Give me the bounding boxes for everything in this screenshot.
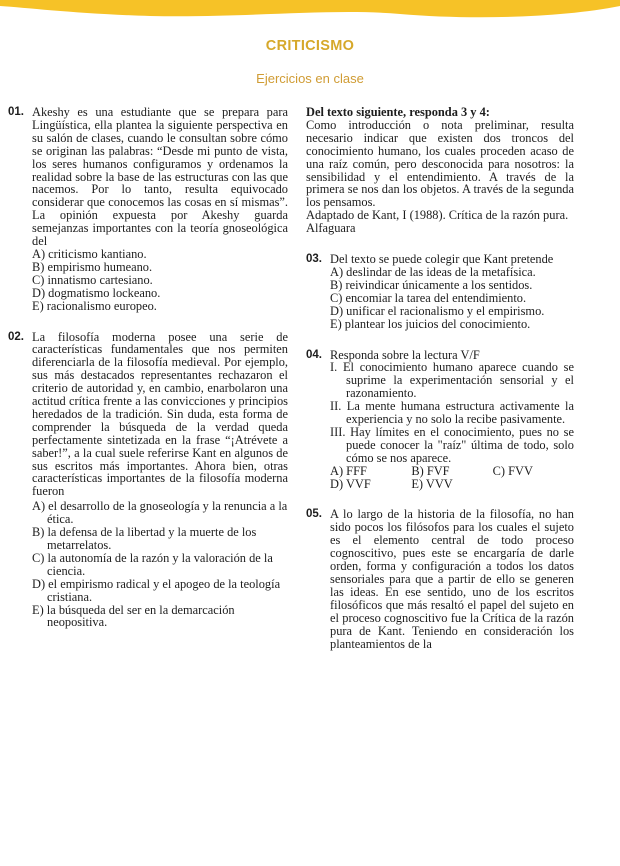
options-row-2 bbox=[330, 478, 574, 491]
question-number: 05. bbox=[306, 508, 322, 521]
option-d: D) unificar el racionalismo y el empirismo. bbox=[330, 303, 545, 318]
question-text: Akeshy es una estudiante que se prepara para Lingüística, ella plantea la siguiente perspectiva en su salón de clases, cuando le consultan sobre cómo se originan las palabras: “Desde mi punto de vista, los seres humanos configuramos y ordenamos la realidad sobre la base de las estructuras con las que nacemos. Por lo tanto, resulta equivocado considerar que conocemos las cosas en sí mismas”. La opinión expuesta por Akeshy guarda semejanzas importantes con la teoría gnoseológica del bbox=[32, 105, 288, 249]
reading-passage bbox=[306, 106, 574, 235]
left-column bbox=[8, 106, 288, 629]
option-c: C) innatismo cartesiano. bbox=[32, 272, 153, 287]
page-title: CRITICISMO bbox=[265, 38, 355, 54]
statement-3: III. Hay límites en el conocimiento, pues no se puede conocer la "raíz" última de todo, solo cómo se nos aparece. bbox=[330, 424, 574, 465]
passage-source: Adaptado de Kant, I (1988). Crítica de la razón pura. Alfaguara bbox=[306, 208, 569, 236]
passage-heading: Del texto siguiente, responda 3 y 4: bbox=[306, 105, 490, 119]
question-05 bbox=[306, 508, 574, 650]
options-row-1 bbox=[330, 465, 574, 478]
option-b: B) FVF bbox=[411, 463, 450, 478]
option-b: B) empirismo humeano. bbox=[32, 259, 153, 274]
option-a: A) deslindar de las ideas de la metafísica. bbox=[330, 264, 536, 279]
question-text: Responda sobre la lectura V/F bbox=[330, 347, 480, 362]
right-column bbox=[306, 106, 574, 650]
question-number: 03. bbox=[306, 253, 322, 266]
page-subtitle: Ejercicios en clase bbox=[256, 71, 364, 86]
option-d: D) el empirismo radical y el apogeo de la teología cristiana. bbox=[32, 576, 281, 604]
option-e: E) VVV bbox=[411, 476, 453, 491]
option-c: C) la autonomía de la razón y la valoración de la ciencia. bbox=[32, 550, 273, 578]
question-02 bbox=[8, 331, 288, 630]
statement-2: II. La mente humana estructura activamente la experiencia y no solo la recibe pasivamente. bbox=[330, 399, 574, 427]
question-text: A lo largo de la historia de la filosofía, no han sido pocos los filósofos para los cuales el sujeto es el elemento central de todo proceso cognoscitivo, pues este se encargaría de darle orden, forma y configuración a todos los datos sensoriales para que a partir de ello se generen las ideas. En ese sentido, uno de los escritos filosóficos que más resaltó el papel del sujeto en el proceso cognoscitivo fue la Crítica de la razón pura de Kant. Teniendo en consideración los planteamientos de la bbox=[330, 507, 574, 651]
option-e: E) plantear los juicios del conocimiento. bbox=[330, 316, 531, 331]
question-text: La filosofía moderna posee una serie de características fundamentales que nos permiten diferenciarla de la filosofía medieval. Por ejemplo, sus más destacados representantes rechazaron el criterio de autoridad y, en cambio, enarbolaron una actitud crítica frente a las convicciones y principios heredados de la tradición. Sin duda, esta forma de comprender la búsqueda de la verdad queda perfectamente sintetizada en la frase “¡Atrévete a saber!”, a la cual suele referirse Kant en algunos de sus escritos más importantes. Ahora bien, otras características importantes de la filosofía moderna fueron bbox=[32, 329, 288, 499]
option-c: C) encomiar la tarea del entendimiento. bbox=[330, 290, 527, 305]
option-d: D) dogmatismo lockeano. bbox=[32, 285, 161, 300]
passage-text: Como introducción o nota preliminar, resulta necesario indicar que existen dos troncos del conocimiento humano, los cuales proceden acaso de una raíz común, pero desconocida para nosotros: la sensibilidad y el entendimiento. A través de la primera se nos dan los objetos. A través de la segunda los pensamos. bbox=[306, 117, 574, 210]
statement-1: I. El conocimiento humano aparece cuando se suprime la experimentación sensorial y el razonamiento. bbox=[330, 360, 574, 401]
option-a: A) FFF bbox=[330, 463, 367, 478]
option-b: B) la defensa de la libertad y la muerte de los metarrelatos. bbox=[32, 525, 257, 552]
question-04 bbox=[306, 349, 574, 491]
option-c: C) FVV bbox=[492, 463, 533, 478]
question-number: 04. bbox=[306, 348, 322, 361]
option-e: E) la búsqueda del ser en la demarcación neopositiva. bbox=[32, 602, 235, 630]
option-d: D) VVF bbox=[330, 476, 371, 491]
options-list bbox=[330, 266, 574, 331]
option-e: E) racionalismo europeo. bbox=[32, 298, 157, 313]
question-text: Del texto se puede colegir que Kant pretende bbox=[330, 252, 554, 267]
question-number: 02. bbox=[8, 330, 24, 343]
question-01 bbox=[8, 106, 288, 313]
option-b: B) reivindicar únicamente a los sentidos. bbox=[330, 277, 533, 292]
question-03 bbox=[306, 253, 574, 330]
question-number: 01. bbox=[8, 106, 24, 118]
header-banner bbox=[0, 0, 620, 24]
option-a: A) criticismo kantiano. bbox=[32, 246, 147, 261]
options-list bbox=[32, 248, 288, 313]
options-list bbox=[32, 500, 288, 629]
option-a: A) el desarrollo de la gnoseología y la renuncia a la ética. bbox=[32, 499, 288, 527]
